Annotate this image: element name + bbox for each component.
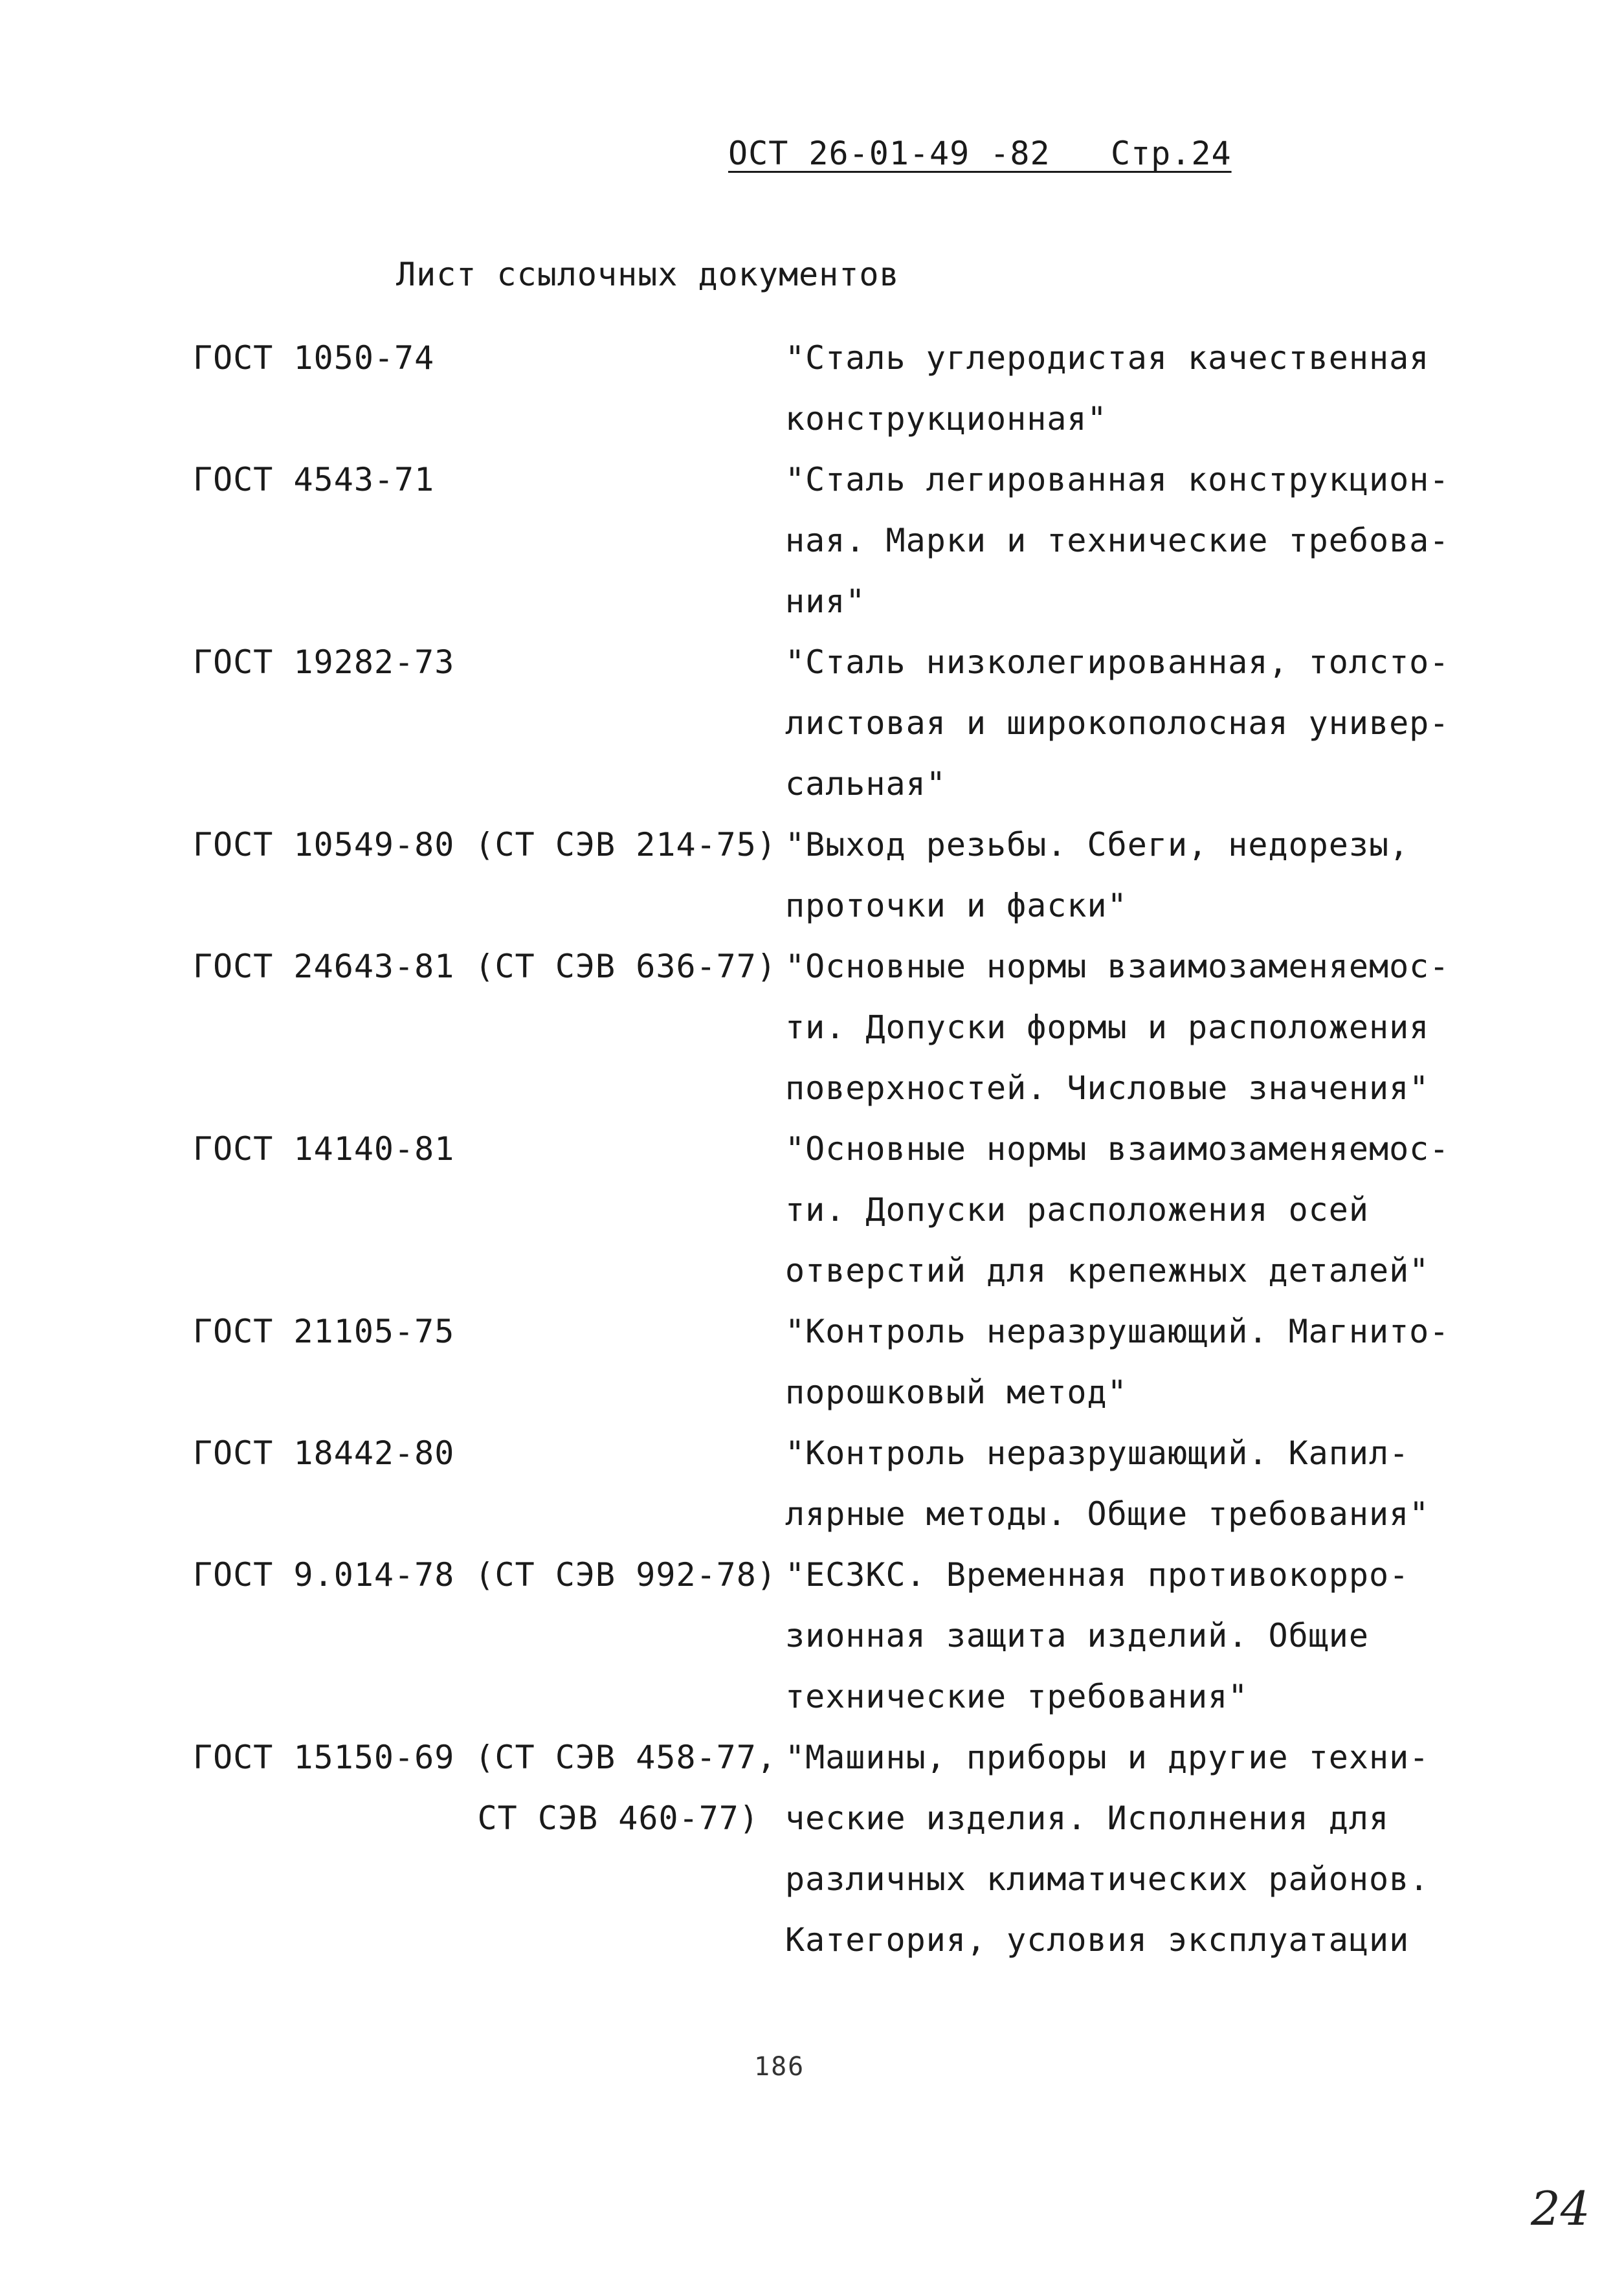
reference-code-line: ГОСТ 15150-69 (СТ СЭВ 458-77, xyxy=(193,1739,777,1776)
reference-title xyxy=(785,328,1462,449)
reference-title xyxy=(785,814,1462,936)
reference-title xyxy=(785,1423,1462,1544)
reference-title xyxy=(785,1544,1462,1727)
reference-title xyxy=(785,632,1462,814)
reference-title-line: "Основные нормы взаимозаменяемос- xyxy=(785,1130,1450,1168)
reference-title-line: проточки и фаски" xyxy=(785,887,1128,924)
reference-row xyxy=(193,632,1462,814)
reference-code-line: ГОСТ 1050-74 xyxy=(193,339,435,377)
reference-title xyxy=(785,1119,1462,1301)
reference-title-line: лярные методы. Общие требования" xyxy=(785,1495,1430,1533)
reference-title-line: ная. Марки и технические требова- xyxy=(785,522,1450,559)
reference-title-line: зионная защита изделий. Общие xyxy=(785,1617,1369,1654)
reference-title-line: "Основные нормы взаимозаменяемос- xyxy=(785,948,1450,985)
sheet-title: Лист ссылочных документов xyxy=(396,256,900,293)
reference-row xyxy=(193,1423,1462,1544)
reference-code-line: ГОСТ 10549-80 (СТ СЭВ 214-75) xyxy=(193,826,777,863)
document-header: ОСТ 26-01-49 -82 Стр.24 xyxy=(728,135,1232,172)
reference-row xyxy=(193,936,1462,1119)
reference-code xyxy=(193,936,785,997)
reference-title-line: сальная" xyxy=(785,765,946,803)
reference-title-line: ческие изделия. Исполнения для xyxy=(785,1799,1390,1837)
reference-title-line: конструкционная" xyxy=(785,400,1107,438)
reference-code xyxy=(193,632,785,693)
reference-code-line: ГОСТ 4543-71 xyxy=(193,461,435,498)
reference-row xyxy=(193,1301,1462,1423)
reference-title-line: порошковый метод" xyxy=(785,1374,1128,1411)
reference-title-line: поверхностей. Числовые значения" xyxy=(785,1069,1430,1107)
reference-title-line: ти. Допуски расположения осей xyxy=(785,1191,1369,1229)
reference-code xyxy=(193,1544,785,1605)
reference-title-line: "Сталь углеродистая качественная xyxy=(785,339,1430,377)
reference-title-line: "Выход резьбы. Сбеги, недорезы, xyxy=(785,826,1410,863)
reference-row xyxy=(193,328,1462,449)
reference-code-line: ГОСТ 9.014-78 (СТ СЭВ 992-78) xyxy=(193,1556,777,1594)
reference-title-line: "ЕСЗКС. Временная противокорро- xyxy=(785,1556,1410,1594)
reference-title xyxy=(785,1727,1462,1970)
reference-row xyxy=(193,1119,1462,1301)
reference-title-line: "Сталь легированная конструкцион- xyxy=(785,461,1450,498)
reference-title-line: "Контроль неразрушающий. Капил- xyxy=(785,1434,1410,1472)
reference-row xyxy=(193,1544,1462,1727)
reference-title-line: листовая и широкополосная универ- xyxy=(785,704,1450,742)
reference-title-line: ти. Допуски формы и расположения xyxy=(785,1008,1430,1046)
reference-title xyxy=(785,936,1462,1119)
reference-code-line: ГОСТ 18442-80 xyxy=(193,1434,455,1472)
reference-title-line: различных климатических районов. xyxy=(785,1860,1430,1898)
reference-code xyxy=(193,1423,785,1484)
reference-title-line: отверстий для крепежных деталей" xyxy=(785,1252,1430,1289)
reference-code xyxy=(193,1727,785,1849)
reference-title-line: Категория, условия эксплуатации xyxy=(785,1921,1410,1959)
reference-code-line: ГОСТ 21105-75 xyxy=(193,1313,455,1350)
reference-row xyxy=(193,1727,1462,1970)
footer-page-number: 186 xyxy=(754,2052,805,2082)
reference-code-line: ГОСТ 24643-81 (СТ СЭВ 636-77) xyxy=(193,948,777,985)
reference-code xyxy=(193,1119,785,1179)
reference-list xyxy=(193,328,1462,1970)
reference-code xyxy=(193,1301,785,1362)
reference-title-line: ния" xyxy=(785,583,866,620)
handwritten-page-number: 24 xyxy=(1531,2181,1590,2236)
reference-row xyxy=(193,814,1462,936)
reference-code-line: СТ СЭВ 460-77) xyxy=(477,1799,759,1837)
reference-title xyxy=(785,1301,1462,1423)
reference-row xyxy=(193,449,1462,632)
reference-title xyxy=(785,449,1462,632)
reference-code xyxy=(193,814,785,875)
reference-title-line: "Сталь низколегированная, толсто- xyxy=(785,643,1450,681)
reference-title-line: "Машины, приборы и другие техни- xyxy=(785,1739,1430,1776)
reference-code-line: ГОСТ 14140-81 xyxy=(193,1130,455,1168)
reference-title-line: "Контроль неразрушающий. Магнито- xyxy=(785,1313,1450,1350)
reference-code xyxy=(193,449,785,510)
reference-code xyxy=(193,328,785,388)
reference-code-line: ГОСТ 19282-73 xyxy=(193,643,455,681)
reference-title-line: технические требования" xyxy=(785,1678,1249,1715)
